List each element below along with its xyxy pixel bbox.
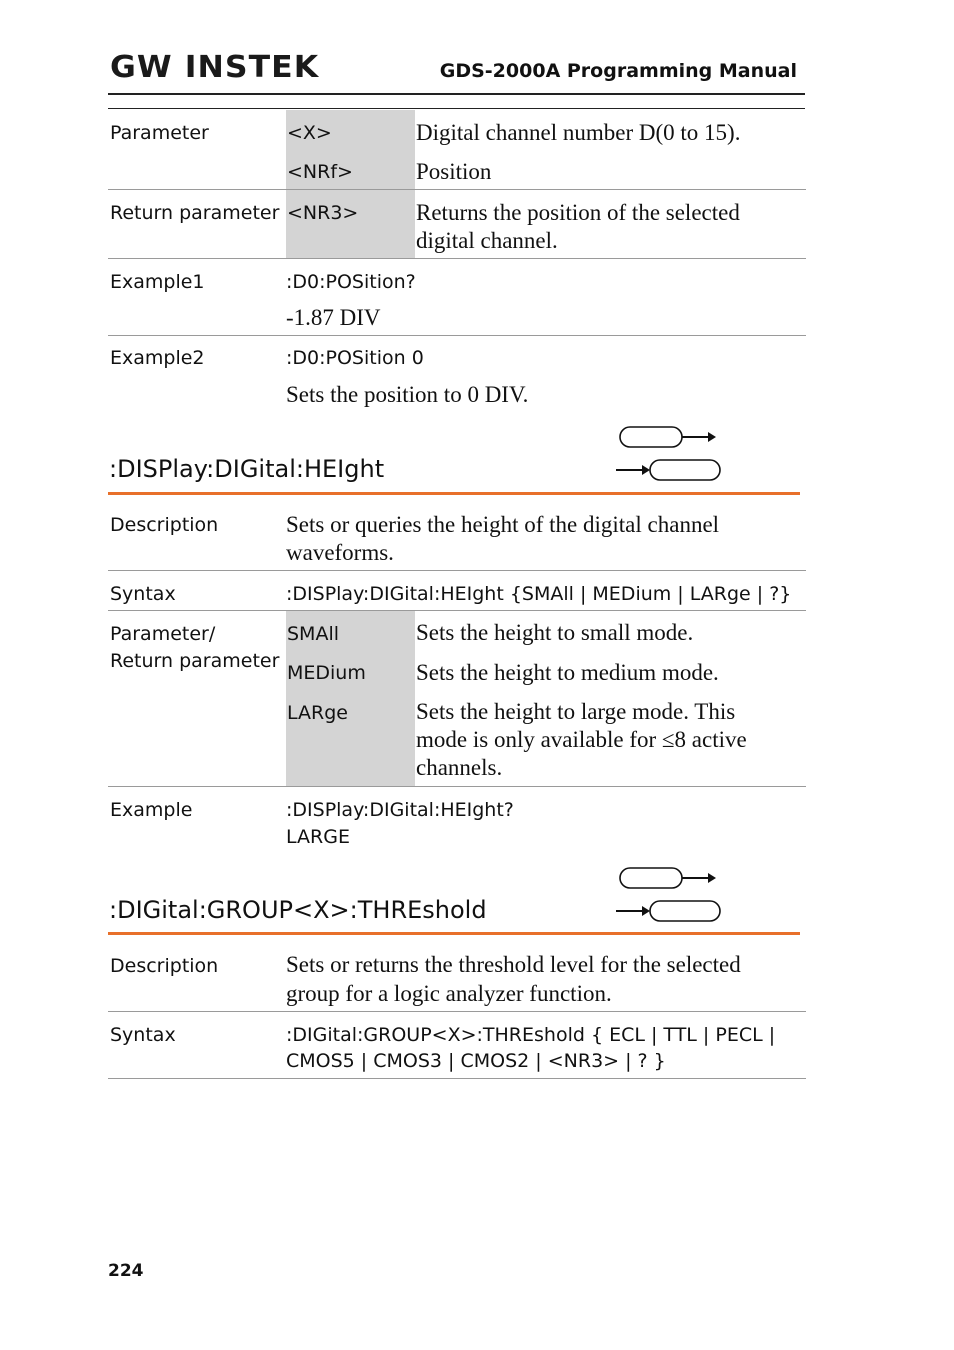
row-divider	[108, 258, 806, 259]
example2-command: :D0:POSition 0	[286, 347, 424, 369]
syntax-value: :DISPlay:DIGital:HEIght {SMAll | MEDium | LARge | ?}	[286, 583, 792, 605]
set-query-icon	[612, 865, 724, 925]
param-desc-x: Digital channel number D(0 to 15).	[416, 120, 741, 145]
description-line2: waveforms.	[286, 540, 394, 565]
param-desc-medium: Sets the height to medium mode.	[416, 660, 719, 685]
example1-label: Example1	[110, 271, 205, 293]
description-label: Description	[110, 514, 219, 536]
description-line1: Sets or returns the threshold level for the selected	[286, 952, 741, 977]
param-code-small: SMAll	[287, 623, 340, 645]
example-label: Example	[110, 799, 193, 821]
section-accent-rule	[108, 932, 800, 935]
example1-result: -1.87 DIV	[286, 305, 381, 330]
return-desc-line1: Returns the position of the selected	[416, 200, 740, 225]
row-divider	[108, 189, 806, 190]
param-desc-large-line1: Sets the height to large mode. This	[416, 699, 736, 724]
brand-logo: GW INSTEK	[110, 50, 320, 85]
header-rule	[108, 93, 805, 95]
row-divider	[108, 786, 806, 787]
row-divider	[108, 335, 806, 336]
example2-label: Example2	[110, 347, 205, 369]
param-code-large: LARge	[287, 702, 348, 724]
section-accent-rule	[108, 492, 800, 495]
syntax-label: Syntax	[110, 583, 176, 605]
row-divider	[108, 1078, 806, 1079]
return-desc-line2: digital channel.	[416, 228, 558, 253]
parameter-label: Parameter/	[110, 623, 216, 645]
parameter-label: Parameter	[110, 122, 209, 144]
set-query-icon	[612, 424, 724, 484]
return-parameter-label: Return parameter	[110, 650, 280, 672]
param-code-x: <X>	[287, 122, 332, 144]
example1-command: :D0:POSition?	[286, 271, 416, 293]
header-subrule	[108, 108, 805, 109]
return-code-nr3: <NR3>	[287, 202, 359, 224]
row-divider	[108, 610, 806, 611]
param-code-medium: MEDium	[287, 662, 366, 684]
param-desc-large-line3: channels.	[416, 755, 503, 780]
description-line1: Sets or queries the height of the digital channel	[286, 512, 720, 537]
example-result: LARGE	[286, 826, 350, 848]
param-desc-large-line2: mode is only available for ≤8 active	[416, 727, 747, 752]
section-title-display-digital-height: :DISPlay:DIGital:HEIght	[109, 455, 385, 483]
row-divider	[108, 1011, 806, 1012]
section-title-digital-group-threshold: :DIGital:GROUP<X>:THREshold	[109, 896, 487, 924]
return-parameter-label: Return parameter	[110, 202, 280, 224]
row-divider	[108, 570, 806, 571]
param-desc-nrf: Position	[416, 159, 492, 184]
param-code-nrf: <NRf>	[287, 161, 353, 183]
syntax-line1: :DIGital:GROUP<X>:THREshold { ECL | TTL | PECL |	[286, 1024, 776, 1046]
example-command: :DISPlay:DIGital:HEIght?	[286, 799, 514, 821]
param-desc-small: Sets the height to small mode.	[416, 620, 694, 645]
description-label: Description	[110, 955, 219, 977]
syntax-line2: CMOS5 | CMOS3 | CMOS2 | <NR3> | ? }	[286, 1050, 666, 1072]
description-line2: group for a logic analyzer function.	[286, 981, 612, 1006]
example2-result: Sets the position to 0 DIV.	[286, 382, 529, 407]
syntax-label: Syntax	[110, 1024, 176, 1046]
page-number: 224	[108, 1261, 144, 1281]
manual-title: GDS-2000A Programming Manual	[439, 60, 797, 82]
